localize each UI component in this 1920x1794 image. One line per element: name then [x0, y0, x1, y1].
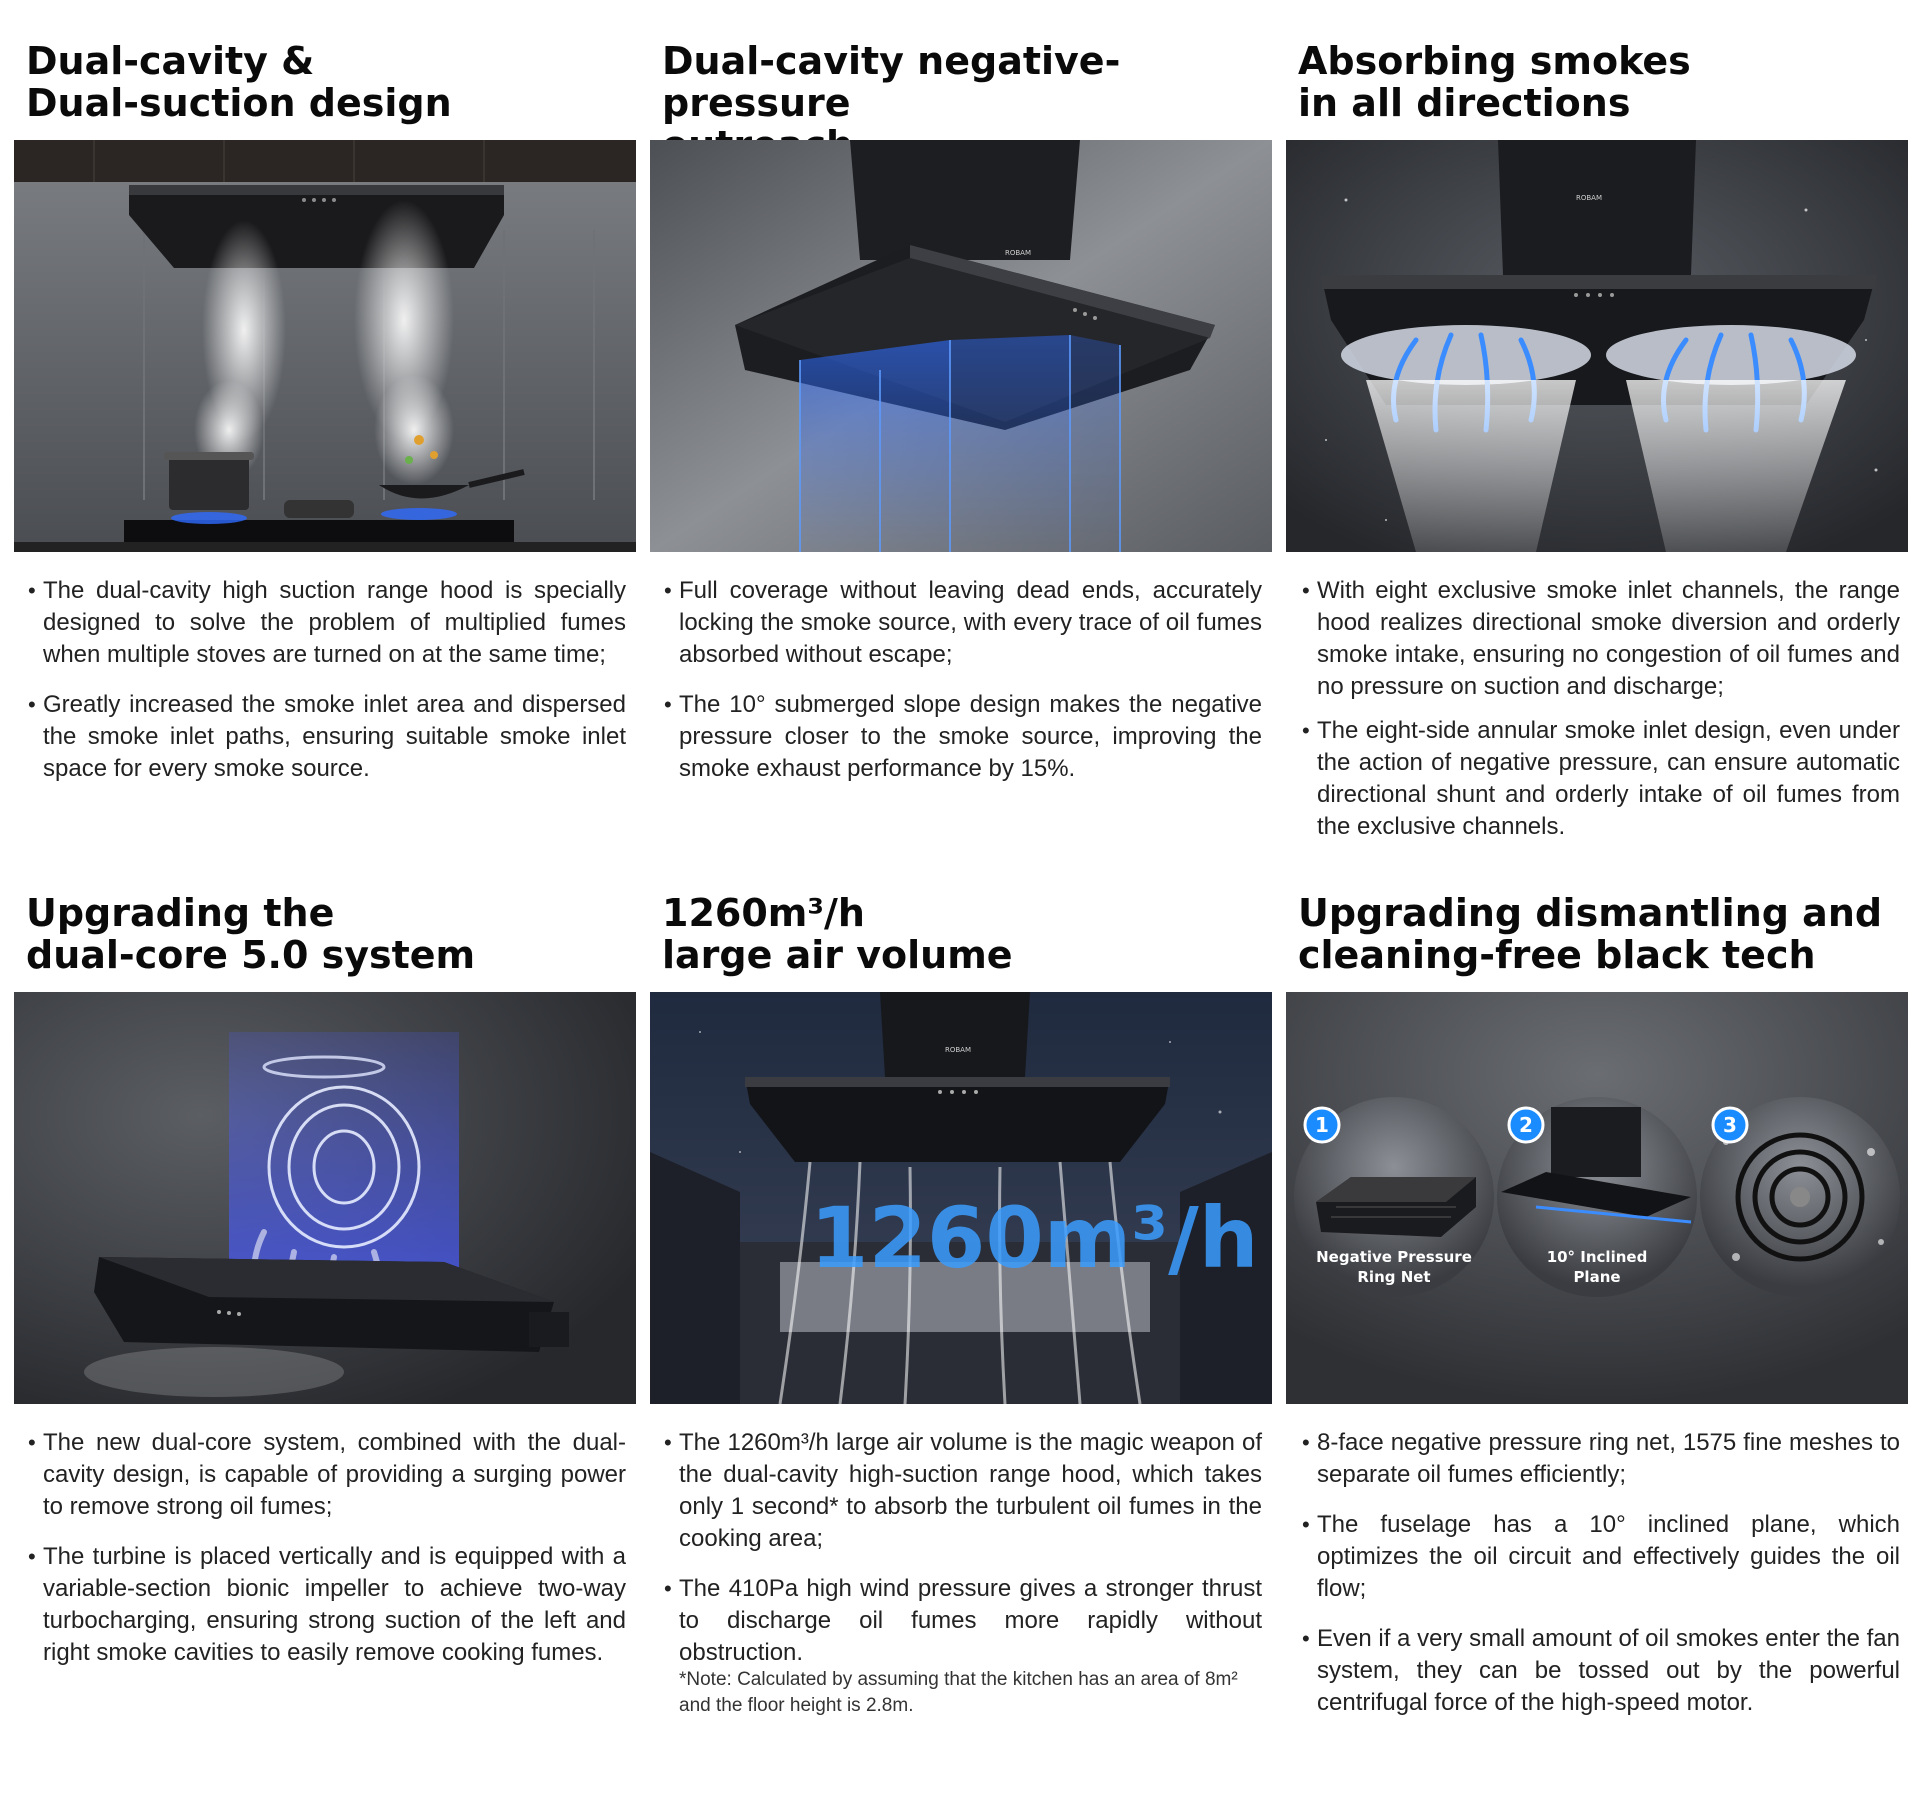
svg-text:Plane: Plane — [1573, 1268, 1621, 1286]
negative-pressure-illustration — [650, 140, 1272, 552]
bullet-item: • The turbine is placed vertically and is equipped with a variable-section bionic impeller to achieve two-way turbocharging, ensuring strong suction of the left and right smoke cavities to easily remove cooking fumes. — [28, 1541, 626, 1669]
feature-cleaning-free — [1286, 891, 1906, 1716]
feature-all-directions — [1286, 39, 1906, 840]
svg-text:3: 3 — [1723, 1113, 1737, 1137]
cleaning-free-components-illustration — [1286, 992, 1908, 1404]
feature-title: Upgrading the dual-core 5.0 system — [26, 891, 476, 977]
feature-bullets — [664, 1427, 1262, 1677]
bullet-item: • The eight-side annular smoke inlet design, even under the action of negative pressure, can ensure automatic directional shunt and orderly intake of oil fumes from the exclusive channels. — [1302, 715, 1900, 843]
svg-text:2: 2 — [1519, 1113, 1533, 1137]
feature-dual-core — [14, 891, 634, 1666]
svg-text:Negative Pressure: Negative Pressure — [1316, 1248, 1472, 1266]
feature-bullets — [664, 575, 1262, 803]
components-photo — [1286, 992, 1908, 1404]
feature-dual-suction — [14, 39, 634, 782]
air-volume-illustration — [650, 992, 1272, 1404]
bullet-item: • Even if a very small amount of oil smokes enter the fan system, they can be tossed out by the powerful centrifugal force of the high-speed motor. — [1302, 1623, 1900, 1719]
number-badge-1 — [1305, 1108, 1339, 1142]
feature-title: Absorbing smokes in all directions — [1298, 39, 1691, 125]
hood-over-stove-illustration — [14, 140, 636, 552]
bullet-item: • The 10° submerged slope design makes the negative pressure closer to the smoke source, improving the smoke exhaust performance by 15%. — [664, 689, 1262, 785]
feature-bullets — [28, 1427, 626, 1687]
bullet-item: • The 410Pa high wind pressure gives a stronger thrust to discharge oil fumes more rapidly without obstruction. — [664, 1573, 1262, 1669]
number-badge-2 — [1509, 1108, 1543, 1142]
hood-slope-photo — [650, 140, 1272, 552]
feature-bullets — [1302, 1427, 1900, 1737]
svg-text:1: 1 — [1315, 1113, 1329, 1137]
footnote: *Note: Calculated by assuming that the kitchen has an area of 8m² and the floor height is 2.8m. — [679, 1669, 1238, 1716]
air-volume-photo — [650, 992, 1272, 1404]
bullet-item: • Full coverage without leaving dead ends, accurately locking the smoke source, with every trace of oil fumes absorbed without escape; — [664, 575, 1262, 671]
feature-air-volume — [650, 891, 1270, 1716]
bullet-item: • Greatly increased the smoke inlet area and dispersed the smoke inlet paths, ensuring suitable smoke inlet space for every smoke source. — [28, 689, 626, 785]
svg-text:ROBAM: ROBAM — [1576, 194, 1603, 202]
feature-title: Upgrading dismantling and cleaning-free black tech — [1298, 891, 1883, 977]
number-badge-3 — [1713, 1108, 1747, 1142]
feature-negative-pressure — [650, 39, 1270, 782]
dual-core-turbine-illustration — [14, 992, 636, 1404]
feature-bullets — [28, 575, 626, 803]
turbine-photo — [14, 992, 636, 1404]
bullet-item: • 8-face negative pressure ring net, 1575 fine meshes to separate oil fumes efficiently; — [1302, 1427, 1900, 1491]
feature-bullets — [1302, 575, 1900, 861]
svg-text:10° Inclined: 10° Inclined — [1546, 1248, 1648, 1266]
bullet-item: • The new dual-core system, combined with the dual-cavity design, is capable of providing a surging power to remove strong oil fumes; — [28, 1427, 626, 1523]
feature-title: Dual-cavity & Dual-suction design — [26, 39, 452, 125]
bullet-item: • The dual-cavity high suction range hood is specially designed to solve the problem of multiplied fumes when multiple stoves are turned on at the same time; — [28, 575, 626, 671]
svg-text:ROBAM: ROBAM — [1005, 249, 1032, 257]
all-direction-suction-illustration — [1286, 140, 1908, 552]
svg-text:ROBAM: ROBAM — [945, 1046, 972, 1054]
svg-text:Ring Net: Ring Net — [1357, 1268, 1431, 1286]
bullet-item: • The 1260m³/h large air volume is the magic weapon of the dual-cavity high-suction range hood, which takes only 1 second* to absorb the turbulent oil fumes in the cooking area; — [664, 1427, 1262, 1555]
hood-airflow-photo — [1286, 140, 1908, 552]
bullet-item: • With eight exclusive smoke inlet channels, the range hood realizes directional smoke diversion and orderly smoke intake, ensuring no congestion of oil fumes and no pressure on suction and discharge; — [1302, 575, 1900, 703]
feature-title: Dual-cavity negative-pressure — [662, 39, 1121, 125]
kitchen-hood-photo — [14, 140, 636, 552]
bullet-item: • The fuselage has a 10° inclined plane, which optimizes the oil circuit and effectively guides the oil flow; — [1302, 1509, 1900, 1605]
svg-text:1260m³/h: 1260m³/h — [810, 1189, 1259, 1287]
feature-title: 1260m³/h large air volume — [662, 891, 1013, 977]
